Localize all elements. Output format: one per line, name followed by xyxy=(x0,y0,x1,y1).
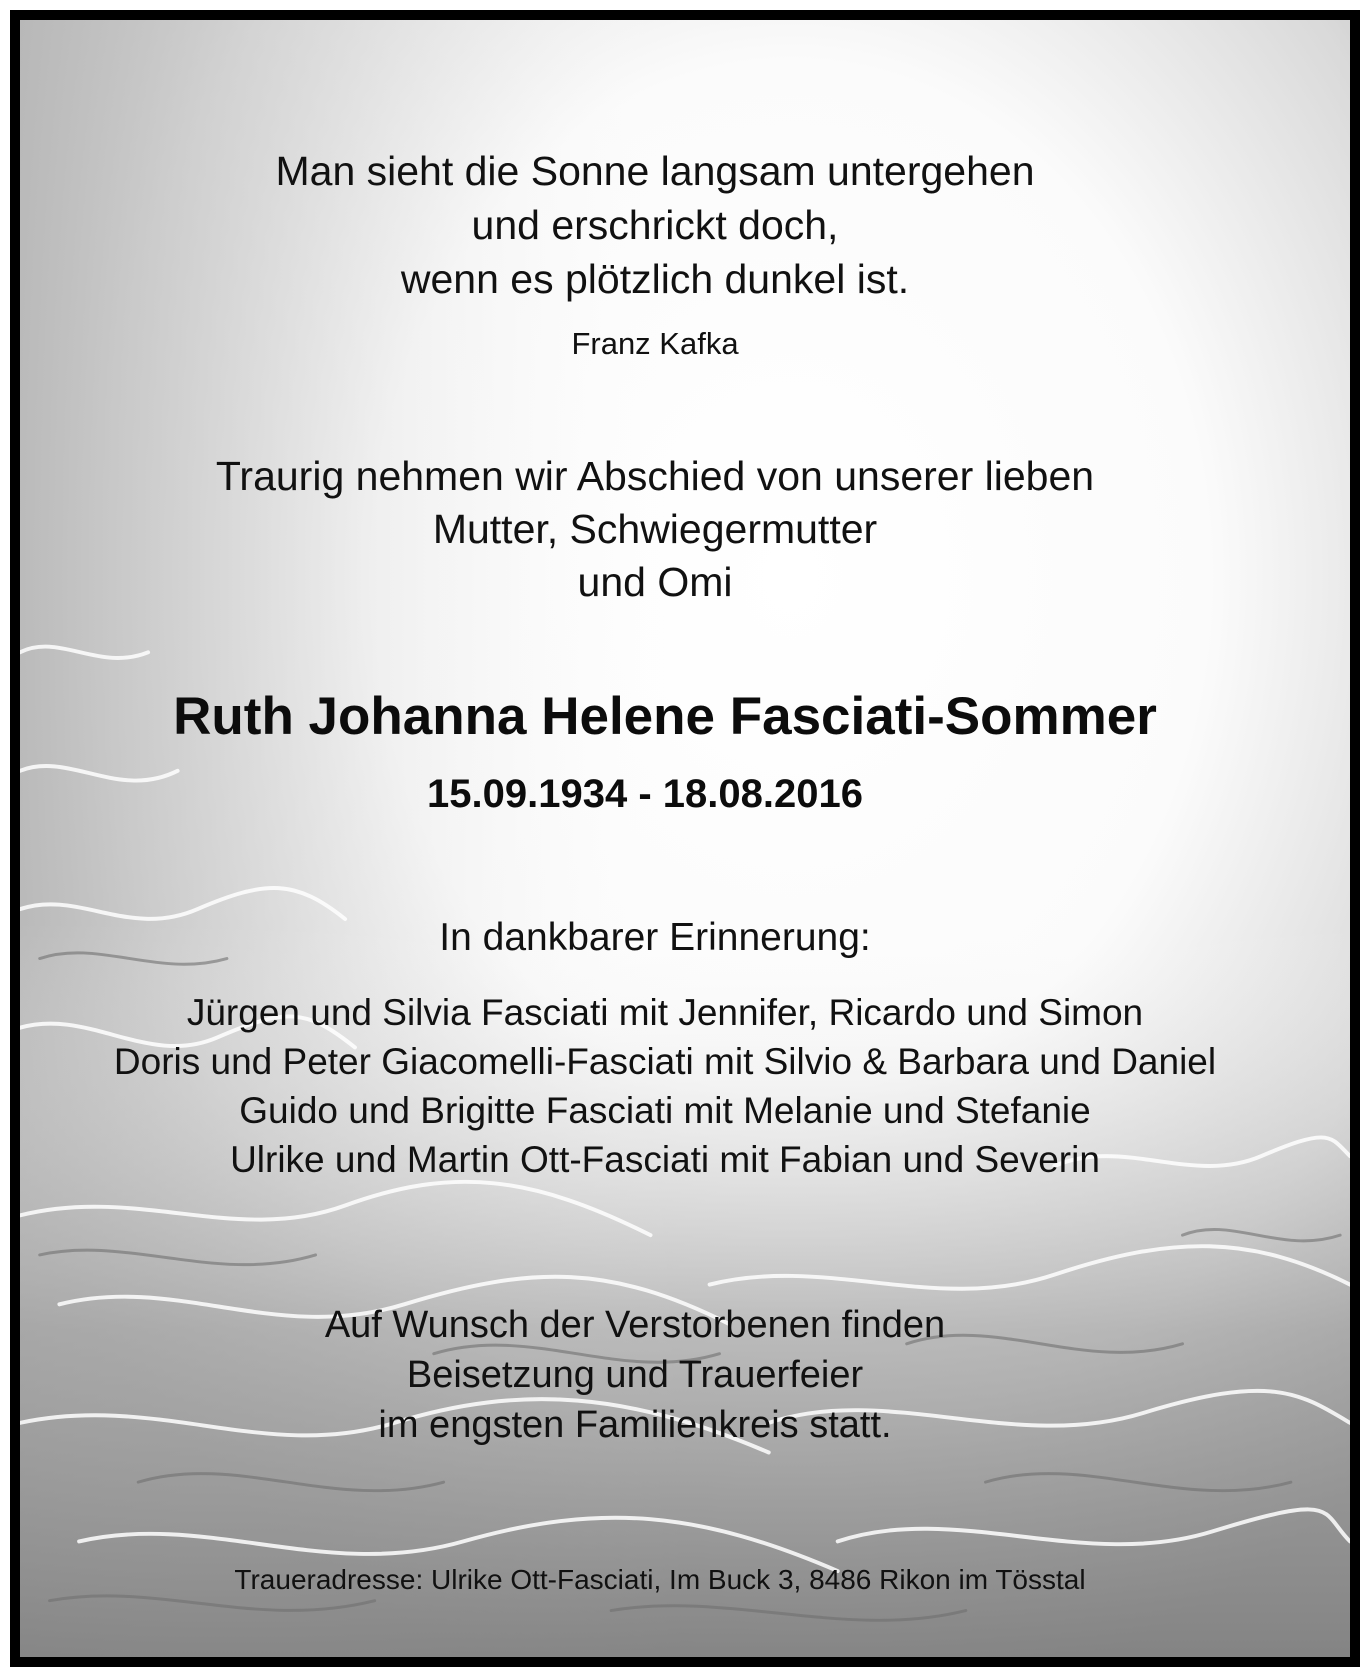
quote-line-3: wenn es plötzlich dunkel ist. xyxy=(400,256,910,302)
funeral-notice-line-3: im engsten Familienkreis statt. xyxy=(378,1404,892,1446)
announcement-line-2: Mutter, Schwiegermutter xyxy=(432,506,878,552)
family-line-2: Doris und Peter Giacomelli-Fasciati mit Silvio & Barbara und Daniel xyxy=(113,1041,1217,1082)
quote-line-2: und erschrickt doch, xyxy=(471,202,839,248)
quote-line-1: Man sieht die Sonne langsam untergehen xyxy=(275,148,1035,194)
funeral-notice-line-1: Auf Wunsch der Verstorbenen finden xyxy=(324,1304,946,1346)
mourners-heading: In dankbarer Erinnerung: xyxy=(439,916,871,959)
deceased-name: Ruth Johanna Helene Fasciati-Sommer xyxy=(173,687,1157,746)
family-line-1: Jürgen und Silvia Fasciati mit Jennifer, Ricardo und Simon xyxy=(186,992,1144,1033)
obituary-card xyxy=(10,10,1360,1667)
family-line-4: Ulrike und Martin Ott-Fasciati mit Fabian und Severin xyxy=(230,1139,1100,1180)
family-line-3: Guido und Brigitte Fasciati mit Melanie und Stefanie xyxy=(239,1090,1091,1131)
announcement-line-1: Traurig nehmen wir Abschied von unserer lieben xyxy=(215,453,1095,499)
mourning-address: Traueradresse: Ulrike Ott-Fasciati, Im Buck 3, 8486 Rikon im Tösstal xyxy=(234,1564,1086,1595)
funeral-notice-line-2: Beisetzung und Trauerfeier xyxy=(406,1354,864,1396)
quote-author: Franz Kafka xyxy=(571,326,739,361)
deceased-dates: 15.09.1934 - 18.08.2016 xyxy=(427,772,863,816)
announcement-line-3: und Omi xyxy=(577,559,733,605)
obituary-content xyxy=(20,20,1350,1657)
